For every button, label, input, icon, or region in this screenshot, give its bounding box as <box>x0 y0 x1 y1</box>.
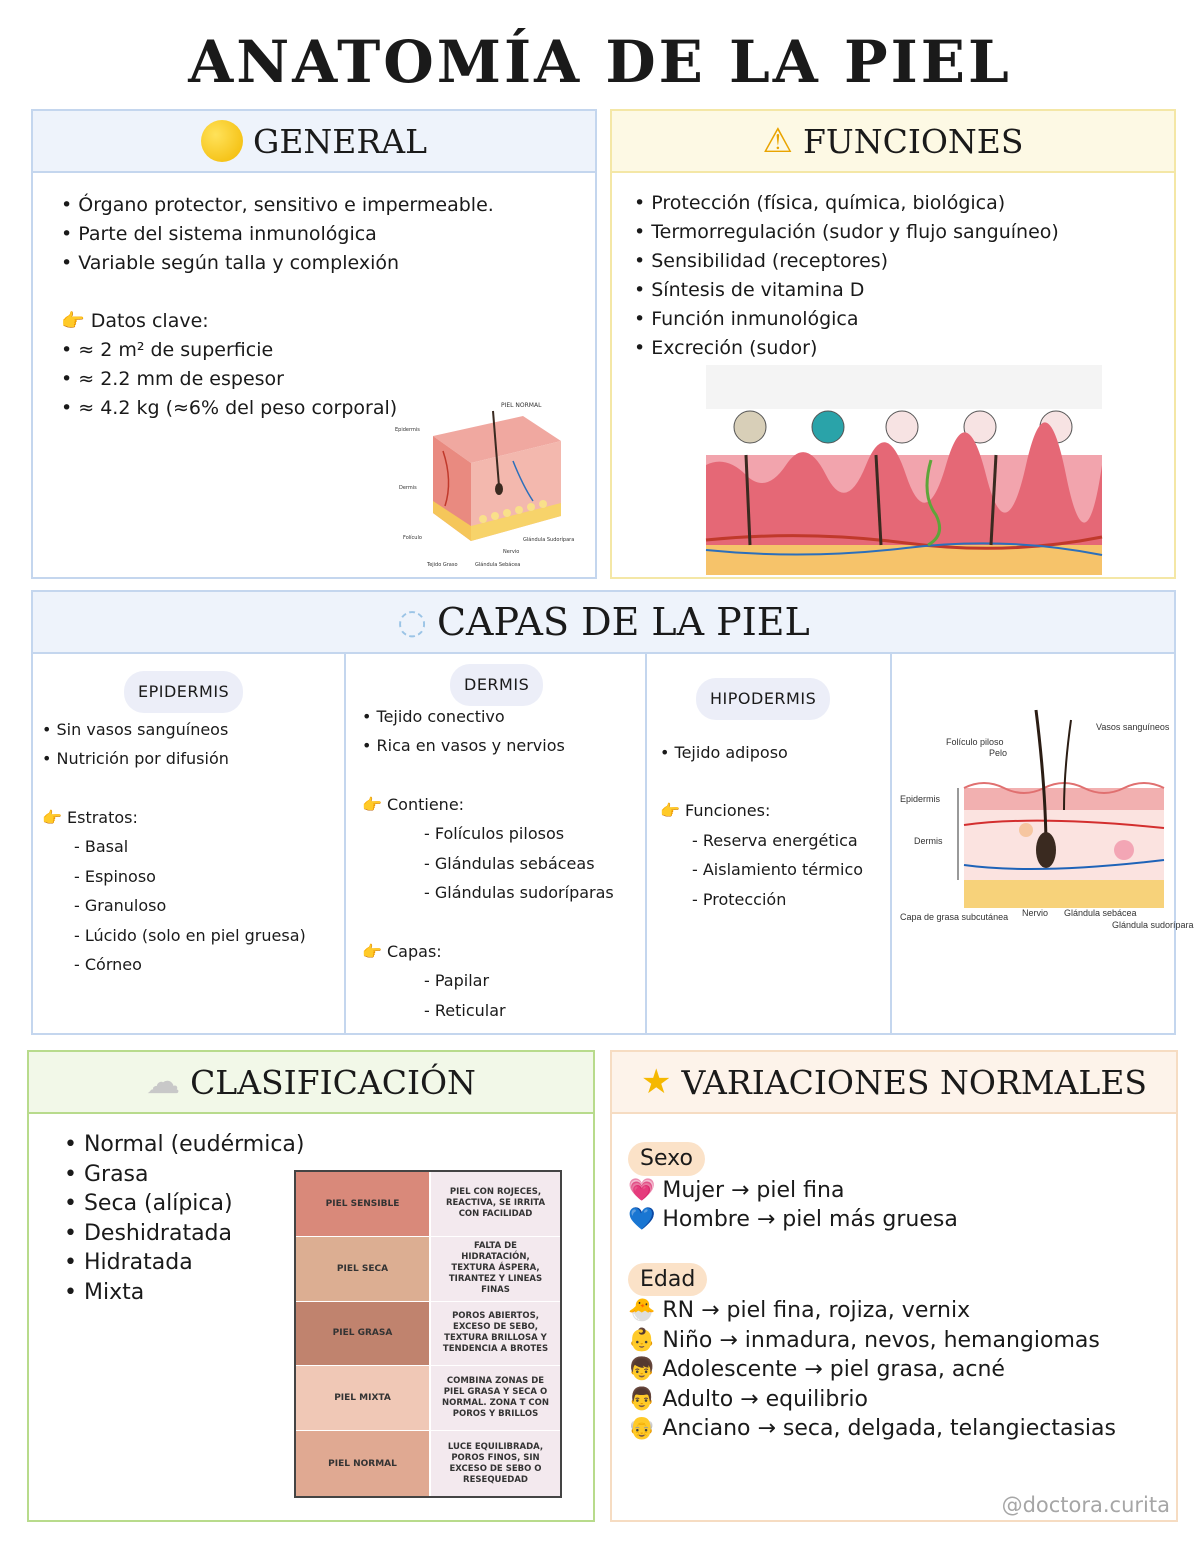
key-data-label: 👉 Datos clave: <box>61 310 209 332</box>
bubbles-icon: ◌ <box>397 602 427 642</box>
variaciones-header <box>612 1052 1176 1114</box>
capas-heading: CAPAS DE LA PIEL <box>436 600 810 644</box>
general-list <box>61 191 494 423</box>
skin-swatch: PIEL GRASA <box>296 1302 429 1366</box>
diagram-label: Glándula Sebácea <box>475 562 521 568</box>
table-row <box>296 1366 560 1431</box>
list-item: • Función inmunológica <box>634 308 859 330</box>
list-item: • ≈ 2.2 mm de espesor <box>61 368 284 390</box>
diagram-label: Dermis <box>914 836 943 846</box>
list-item: - Glándulas sebáceas <box>424 853 595 873</box>
funciones-heading: FUNCIONES <box>802 121 1024 161</box>
list-item: • Variable según talla y complexión <box>61 252 400 274</box>
diagram-label: Nervio <box>1022 908 1049 918</box>
list-item: - Papilar <box>424 971 490 990</box>
list-item: • Tejido conectivo <box>362 706 505 726</box>
skin-swatch: PIEL SENSIBLE <box>296 1172 429 1236</box>
hipodermis-label: HIPODERMIS <box>696 678 830 720</box>
clasificacion-heading: CLASIFICACIÓN <box>190 1062 476 1102</box>
list-item: • Tejido adiposo <box>660 742 788 762</box>
list-item: - Espinoso <box>74 866 156 886</box>
diagram-label: Capa de grasa subcutánea <box>900 912 1009 922</box>
list-item: 🐣 RN → piel fina, rojiza, vernix <box>628 1298 971 1323</box>
list-item: • ≈ 4.2 kg (≈6% del peso corporal) <box>61 397 398 419</box>
diagram-label: Vasos sanguíneos <box>1096 722 1170 732</box>
diagram-label: Epidermis <box>395 427 420 433</box>
list-item: - Córneo <box>74 955 142 974</box>
list-item: 👴 Anciano → seca, delgada, telangiectasias <box>628 1416 1116 1441</box>
list-item: • Sin vasos sanguíneos <box>42 719 229 739</box>
diagram-label: Dermis <box>399 485 417 491</box>
thought-bubble-icon: ☁ <box>146 1062 181 1102</box>
general-panel <box>31 109 597 579</box>
table-row <box>296 1172 560 1237</box>
list-item: - Protección <box>692 889 787 909</box>
list-item: 💗 Mujer → piel fina <box>628 1177 845 1203</box>
list-item: • Termorregulación (sudor y flujo sanguíneo) <box>634 221 1059 243</box>
diagram-label: Folículo piloso <box>946 737 1004 747</box>
skin-layers-diagram <box>896 700 1194 940</box>
list-item: • Sensibilidad (receptores) <box>634 250 889 272</box>
list-item: - Folículos pilosos <box>424 824 565 843</box>
epidermis-label: EPIDERMIS <box>124 671 243 713</box>
list-item: • Normal (eudérmica) <box>64 1132 305 1157</box>
funciones-header <box>612 111 1174 173</box>
star-icon: ★ <box>640 1062 672 1102</box>
list-item: • Grasa <box>64 1161 149 1187</box>
skin-description: POROS ABIERTOS, EXCESO DE SEBO, TEXTURA BRILLOSA Y TENDENCIA A BROTES <box>429 1302 560 1366</box>
skin-description: LUCE EQUILIBRADA, POROS FINOS, SIN EXCESO DE SEBO O RESEQUEDAD <box>429 1431 560 1496</box>
dermis-label: DERMIS <box>450 664 543 706</box>
list-item: - Reserva energética <box>692 830 858 850</box>
list-item: 👨 Adulto → equilibrio <box>628 1386 868 1412</box>
skin-functions-illustration <box>706 365 1102 575</box>
capas-sub-label: 👉 Capas: <box>362 941 442 961</box>
diagram-label: Glándula sebácea <box>1064 908 1137 918</box>
epidermis-content <box>42 671 306 980</box>
list-item: - Basal <box>74 837 129 856</box>
estratos-label: 👉 Estratos: <box>42 807 138 827</box>
yellow-circle-icon <box>201 120 243 162</box>
capas-header <box>33 592 1174 654</box>
list-item: - Reticular <box>424 1000 506 1020</box>
warning-icon: ⚠ <box>762 121 793 161</box>
variaciones-content <box>628 1142 1116 1444</box>
skin-description: FALTA DE HIDRATACIÓN, TEXTURA ÁSPERA, TIRANTEZ Y LINEAS FINAS <box>429 1237 560 1301</box>
list-item: • Protección (física, química, biológica) <box>634 192 1006 214</box>
list-item: 💙 Hombre → piel más gruesa <box>628 1207 958 1232</box>
edad-tag: Edad <box>628 1263 707 1297</box>
diagram-label: Tejido Graso <box>427 562 458 568</box>
hipodermis-content <box>660 678 863 914</box>
table-row <box>296 1237 560 1302</box>
diagram-label: Nervio <box>503 549 520 555</box>
skin-description: COMBINA ZONAS DE PIEL GRASA Y SECA O NORMAL. ZONA T CON POROS Y BRILLOS <box>429 1366 560 1430</box>
list-item: • Órgano protector, sensitivo e impermeable. <box>61 194 494 216</box>
general-header <box>33 111 595 173</box>
list-item: - Aislamiento térmico <box>692 860 864 879</box>
funciones-list <box>634 189 1059 363</box>
diagram-label: Glándula sudorípara <box>1112 920 1194 930</box>
list-item: - Glándulas sudoríparas <box>424 883 614 902</box>
funciones-sub-label: 👉 Funciones: <box>660 801 771 820</box>
list-item: • Rica en vasos y nervios <box>362 736 565 755</box>
list-item: • Deshidratada <box>64 1220 233 1246</box>
list-item: • Excreción (sudor) <box>634 337 818 359</box>
list-item: • Seca (alípica) <box>64 1191 233 1216</box>
skin-types-table <box>294 1170 562 1498</box>
skin-description: PIEL CON ROJECES, REACTIVA, SE IRRITA CON FACILIDAD <box>429 1172 560 1236</box>
list-item: - Lúcido (solo en piel gruesa) <box>74 925 306 945</box>
list-item: • ≈ 2 m² de superficie <box>61 339 274 361</box>
table-row <box>296 1431 560 1496</box>
funciones-panel <box>610 109 1176 579</box>
clasificacion-list <box>64 1130 305 1307</box>
diagram-label: Epidermis <box>900 794 941 804</box>
page-title: ANATOMÍA DE LA PIEL <box>188 28 1012 96</box>
variaciones-heading: VARIACIONES NORMALES <box>681 1062 1148 1102</box>
skin-diagram-normal <box>383 391 583 576</box>
list-item: • Nutrición por difusión <box>42 749 229 768</box>
contiene-label: 👉 Contiene: <box>362 794 465 814</box>
skin-swatch: PIEL MIXTA <box>296 1366 429 1430</box>
list-item: • Parte del sistema inmunológica <box>61 223 377 245</box>
dermis-content <box>362 664 614 1025</box>
list-item: - Granuloso <box>74 896 167 915</box>
list-item: • Mixta <box>64 1279 145 1305</box>
skin-swatch: PIEL SECA <box>296 1237 429 1301</box>
diagram-label: Glándula Sudorípara <box>523 537 575 543</box>
diagram-label: Pelo <box>989 748 1008 758</box>
list-item: 👶 Niño → inmadura, nevos, hemangiomas <box>628 1327 1100 1353</box>
diagram-title: PIEL NORMAL <box>501 402 542 409</box>
clasificacion-header <box>29 1052 593 1114</box>
skin-swatch: PIEL NORMAL <box>296 1431 429 1496</box>
list-item: • Síntesis de vitamina D <box>634 279 865 301</box>
general-heading: GENERAL <box>252 121 427 161</box>
sexo-tag: Sexo <box>628 1142 705 1176</box>
diagram-label: Folículo <box>403 535 422 541</box>
watermark: @doctora.curita <box>1001 1493 1170 1517</box>
list-item: 👦 Adolescente → piel grasa, acné <box>628 1357 1005 1382</box>
list-item: • Hidratada <box>64 1250 193 1275</box>
table-row <box>296 1302 560 1367</box>
